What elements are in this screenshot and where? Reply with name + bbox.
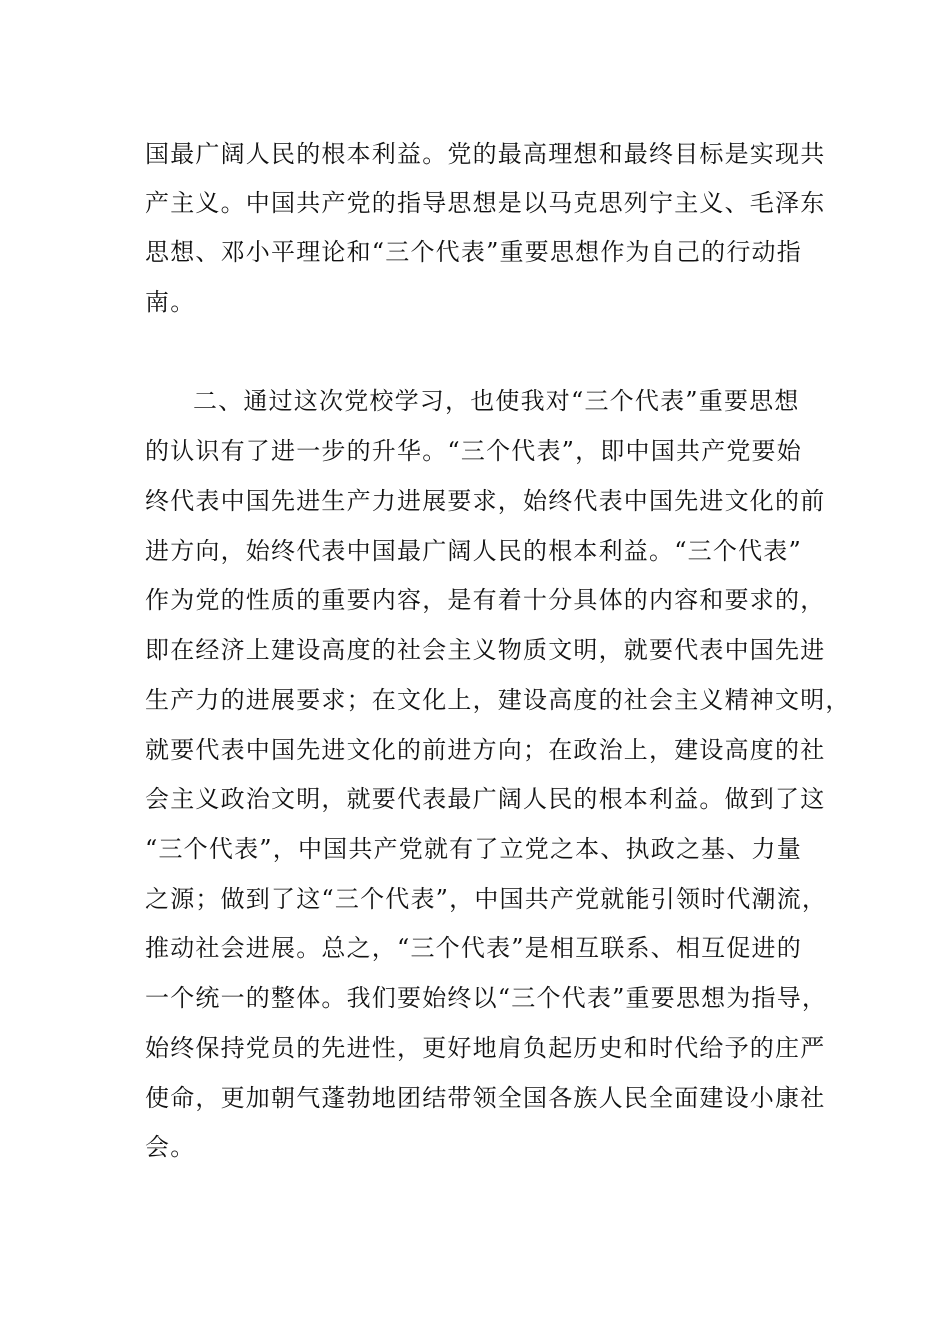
paragraph-2-line-10: “三个代表”，中国共产党就有了立党之本、执政之基、力量 [145, 835, 802, 863]
paragraph-2-line-3: 终代表中国先进生产力进展要求，始终代表中国先进文化的前 [145, 487, 826, 515]
paragraph-2-line-12: 推动社会进展。总之，“三个代表”是相互联系、相互促进的 [145, 934, 802, 962]
paragraph-1-line-4: 南。 [145, 288, 196, 316]
paragraph-2-line-14: 始终保持党员的先进性，更好地肩负起历史和时代给予的庄严 [145, 1034, 826, 1062]
paragraph-2-line-8: 就要代表中国先进文化的前进方向；在政治上，建设高度的社 [145, 736, 826, 764]
paragraph-2-line-5: 作为党的性质的重要内容，是有着十分具体的内容和要求的， [145, 586, 826, 614]
paragraph-1-line-3: 思想、邓小平理论和“三个代表”重要思想作为自己的行动指 [145, 238, 802, 266]
paragraph-1-line-1: 国最广阔人民的根本利益。党的最高理想和最终目标是实现共 [145, 140, 826, 168]
paragraph-2-line-2: 的认识有了进一步的升华。“三个代表”，即中国共产党要始 [145, 437, 802, 465]
paragraph-2-line-4: 进方向，始终代表中国最广阔人民的根本利益。“三个代表” [145, 537, 802, 565]
paragraph-2-line-11: 之源；做到了这“三个代表”，中国共产党就能引领时代潮流， [145, 885, 828, 913]
paragraph-2-line-7: 生产力的进展要求；在文化上，建设高度的社会主义精神文明， [145, 686, 851, 714]
paragraph-1-line-2: 产主义。中国共产党的指导思想是以马克思列宁主义、毛泽东 [145, 189, 826, 217]
paragraph-2-line-13: 一个统一的整体。我们要始终以“三个代表”重要思想为指导， [145, 984, 828, 1012]
paragraph-2-line-1: 二、通过这次党校学习，也使我对“三个代表”重要思想 [193, 387, 800, 415]
paragraph-2-line-6: 即在经济上建设高度的社会主义物质文明，就要代表中国先进 [145, 636, 826, 664]
paragraph-2-line-15: 使命，更加朝气蓬勃地团结带领全国各族人民全面建设小康社 [145, 1084, 826, 1112]
paragraph-2-line-16: 会。 [145, 1133, 196, 1161]
paragraph-2-line-9: 会主义政治文明，就要代表最广阔人民的根本利益。做到了这 [145, 785, 826, 813]
